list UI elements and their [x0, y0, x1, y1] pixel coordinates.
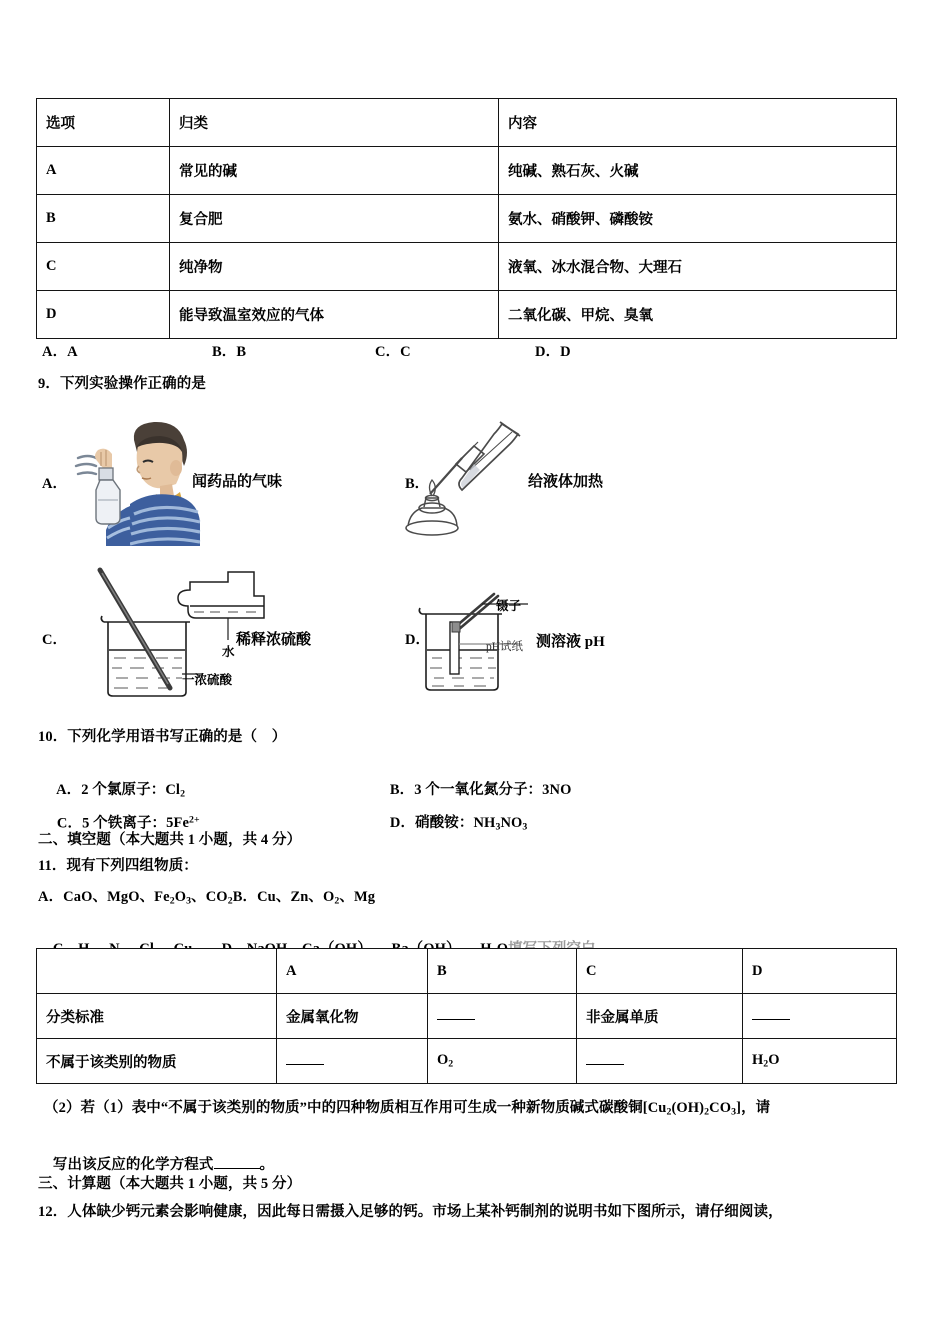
row-category: 纯净物 [170, 243, 499, 291]
table-row [37, 994, 897, 1039]
header-category: 归类 [170, 99, 499, 147]
row-content: 二氧化碳、甲烷、臭氧 [499, 291, 897, 339]
q10-choice-d-label: D．硝酸铵： [389, 814, 474, 831]
q11-part2-prefix: 写出该反应的化学方程式 [52, 1156, 214, 1173]
row-label-criteria: 分类标准 [37, 994, 277, 1039]
q10-choice-d-formula: $NH_3NO_3$ [473, 814, 528, 833]
q9-stem: 9．下列实验操作正确的是 [38, 376, 206, 392]
header-a: A [277, 949, 428, 994]
q9-option-d-label-tweezers: 镊子 [496, 599, 522, 613]
answer-blank[interactable] [214, 1157, 260, 1168]
table-row [37, 1039, 897, 1084]
cell-criteria-b[interactable] [428, 994, 577, 1039]
q8-choice-a[interactable]: A．A [42, 344, 78, 360]
row-option: D [37, 291, 170, 339]
table-row [37, 291, 897, 339]
cell-exception-b: $O_2$ [428, 1039, 577, 1084]
row-content: 液氧、冰水混合物、大理石 [499, 243, 897, 291]
classification-table [36, 98, 897, 339]
row-label-exception: 不属于该类别的物质 [37, 1039, 277, 1084]
row-option: C [37, 243, 170, 291]
header-content: 内容 [499, 99, 897, 147]
table-header-row [37, 949, 897, 994]
row-content: 纯碱、熟石灰、火碱 [499, 147, 897, 195]
header-c: C [577, 949, 743, 994]
q8-choice-d[interactable]: D．D [535, 344, 571, 360]
q10-choice-a-formula: $Cl_2$ [165, 781, 186, 800]
table-row [37, 195, 897, 243]
groups-table [36, 948, 897, 1084]
q9-option-a-letter: A． [42, 476, 67, 492]
table-row [37, 147, 897, 195]
q9-option-c-label-acid: 一浓硫酸 [182, 673, 233, 687]
cell-exception-a[interactable] [277, 1039, 428, 1084]
q10-choice-a-label: A．2 个氯原子： [56, 781, 166, 798]
row-option: B [37, 195, 170, 243]
q8-choice-c[interactable]: C．C [375, 344, 411, 360]
header-option: 选项 [37, 99, 170, 147]
q9-option-b-letter: B． [405, 476, 430, 492]
row-category: 常见的碱 [170, 147, 499, 195]
q9-option-b-caption: 给液体加热 [528, 474, 604, 490]
q9-option-c-label-water: 水 [222, 645, 235, 659]
cell-criteria-c: 非金属单质 [577, 994, 743, 1039]
boy-smelling-bottle-figure [72, 418, 212, 548]
q10-choice-d[interactable] [375, 794, 527, 853]
q10-choice-c-label: C．5 个铁离子： [56, 814, 167, 831]
header-d: D [743, 949, 897, 994]
row-option: A [37, 147, 170, 195]
q9-option-c-letter: C． [42, 632, 67, 648]
cell-criteria-a: 金属氧化物 [277, 994, 428, 1039]
row-category: 复合肥 [170, 195, 499, 243]
q9-option-a-caption: 闻药品的气味 [192, 474, 283, 490]
q10-stem: 10．下列化学用语书写正确的是（ ） [38, 729, 287, 745]
test-tube-over-alcohol-lamp-figure [400, 420, 530, 545]
section-3-heading: 三、计算题（本大题共 1 小题，共 5 分） [38, 1176, 302, 1192]
cell-exception-d: $H_2O$ [743, 1039, 897, 1084]
header-b: B [428, 949, 577, 994]
cell-exception-c[interactable] [577, 1039, 743, 1084]
q11-stem: 11．现有下列四组物质： [38, 858, 198, 874]
q12-stem: 12．人体缺少钙元素会影响健康，因此每日需摄入足够的钙。市场上某补钙制剂的说明书如下图所示，请仔细阅读， [38, 1204, 783, 1220]
q9-option-c-caption: 稀释浓硫酸 [236, 632, 312, 648]
q11-part2-line1: （2）若（1）表中“不属于该类别的物质”中的四种物质相互作用可生成一种新物质碱式碳酸铜$[Cu_2(OH)_2CO_3]$，请 [44, 1100, 771, 1118]
q9-option-d-letter: D． [405, 632, 430, 648]
q9-option-d-label-ph-paper: pH试纸 [486, 641, 524, 653]
row-category: 能导致温室效应的气体 [170, 291, 499, 339]
q10-choice-b-formula: 3NO [542, 781, 572, 798]
q11-part2-suffix: 。 [259, 1156, 275, 1173]
table-header-row [37, 99, 897, 147]
q10-choice-c-formula: $5Fe^{2+}$ [166, 814, 200, 831]
q11-groups-ab: A．CaO、MgO、$Fe_2O_3$、$CO_2B$．Cu、Zn、$O_2$、Mg [38, 889, 376, 907]
section-2-heading: 二、填空题（本大题共 1 小题，共 4 分） [38, 832, 302, 848]
q8-choice-b[interactable]: B．B [212, 344, 247, 360]
cell-criteria-d[interactable] [743, 994, 897, 1039]
table-row [37, 243, 897, 291]
header-blank [37, 949, 277, 994]
q9-option-d-caption: 测溶液 pH [536, 634, 605, 650]
row-content: 氨水、硝酸钾、磷酸铵 [499, 195, 897, 243]
q10-choice-b-label: B．3 个一氧化氮分子： [389, 781, 543, 798]
